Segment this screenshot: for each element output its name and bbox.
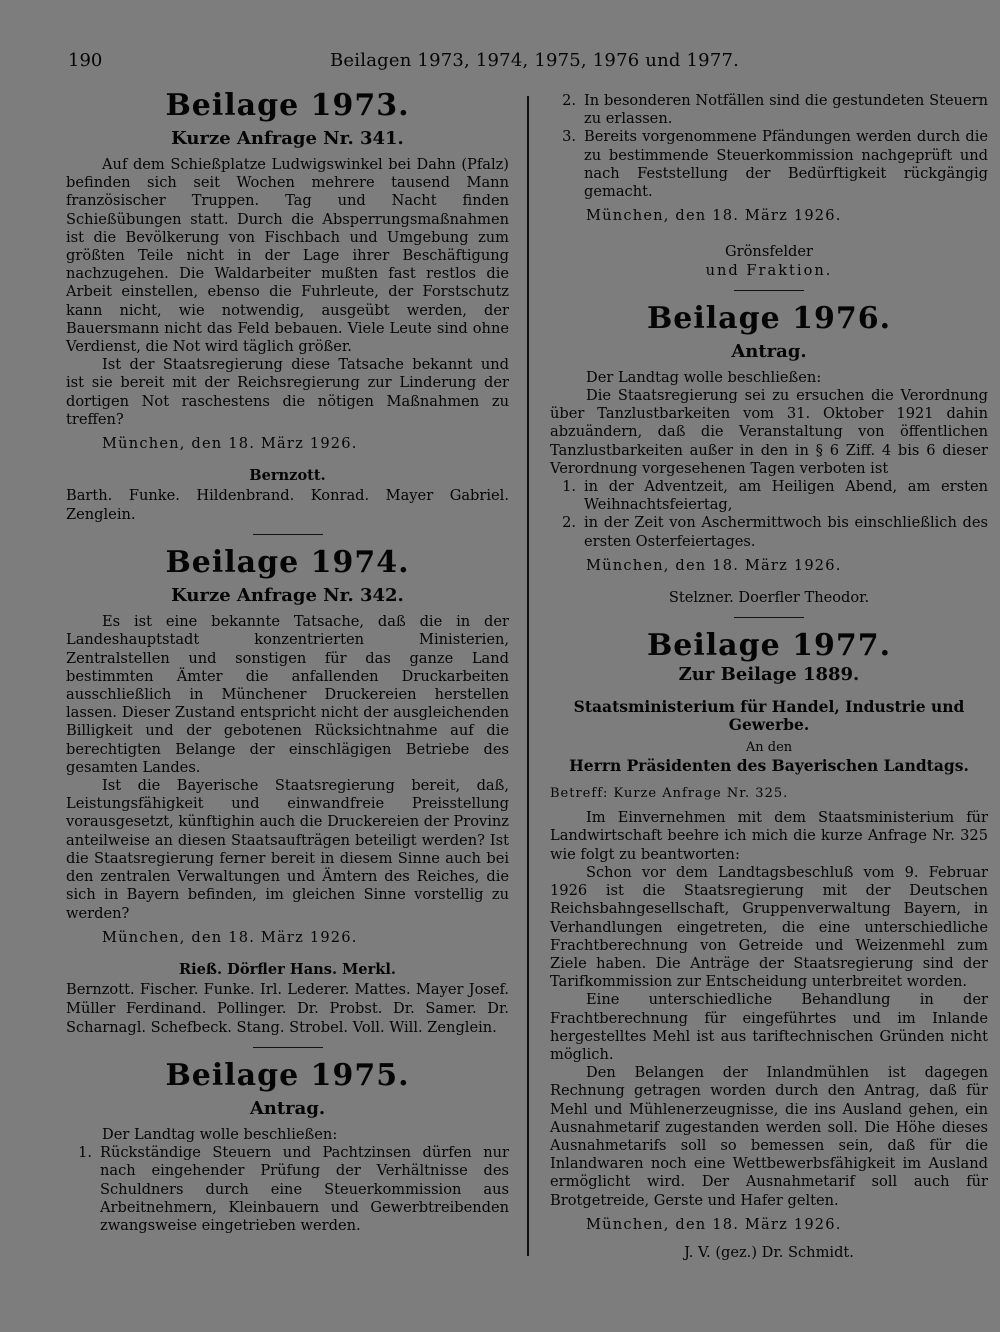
beilage-1976 [550,301,988,607]
separator [734,290,804,291]
paragraph: Es ist eine bekannte Tatsache, daß die in der Landeshauptstadt konzentrierten Ministerien, Zentralstellen und sonstigen für das ganze Land bestimmten Ämter die anfallenden Druckarbeiten ausschließlich in Münchener Druckereien herstellen lassen. Dieser Zustand entspricht nicht der ausgleichenden Billigkeit und der gebotenen Rücksichtnahme auf die berechtigten Belange der einschlägigen Betriebe des gesamten Landes. [66,613,509,776]
signature-head: Bernzott. [249,467,326,485]
list-number: 2. [562,514,576,532]
intro-line: Der Landtag wolle beschließen: [102,1125,338,1143]
beilage-1974 [66,545,509,1037]
separator [253,1047,323,1048]
list-text: Bereits vorgenommene Pfändungen werden durch die zu bestimmende Steuerkommission nachgeprüft und nach Feststellung der Bedürftigkeit rückgängig gemacht. [584,128,988,201]
ministry-heading: Staatsministerium für Handel, Industrie und Gewerbe. [573,697,965,735]
list-text: in der Adventzeit, am Heiligen Abend, am ersten Weihnachtsfeiertag, [584,478,988,514]
page-header [0,50,1000,78]
beilage-1975-continued [550,92,988,280]
address-to: An den [745,739,793,755]
dateline: München, den 18. März 1926. [586,207,842,225]
beilage-1975 [66,1058,509,1235]
paragraph: Den Belangen der Inlandmühlen ist dagegen Rechnung getragen worden durch den Antrag, daß für Mehl und Mühlenerzeugnisse, die ins Ausland gehen, ein Ausnahmetarif zugestanden werden soll. Die Höhe dieses Ausnahmetarifs soll so bemessen sein, daß für die Inlandwaren noch eine Wettbewerbsfähigkeit im Ausland ermöglicht wird. Der Ausnahmetarif soll auch für Brotgetreide, Gerste und Hafer gelten. [550,1064,988,1209]
list-item [550,514,988,550]
list-item [550,478,988,514]
list-number: 1. [78,1144,92,1162]
dateline: München, den 18. März 1926. [102,435,358,453]
paragraph: Eine unterschiedliche Behandlung in der Frachtberechnung für eingeführtes und im Inlande hergestelltes Mehl ist aus tariftechnischen Gründen nicht möglich. [550,991,988,1063]
list-text: In besonderen Notfällen sind die gestundeten Steuern zu erlassen. [584,92,988,128]
beilage-subtitle: Kurze Anfrage Nr. 342. [171,585,404,607]
numbered-list [550,92,988,201]
paragraph: Schon vor dem Landtagsbeschluß vom 9. Februar 1926 ist die Staatsregierung mit der Deutschen Reichsbahngesellschaft, Gruppenverwaltung Bayern, in Verhandlungen eingetreten, die eine unterschiedliche Frachtberechnung von Getreide und Weizenmehl zum Ziele haben. Die Anträge der Staatsregierung sind der Tarifkommission zur Entscheidung unterbreitet worden. [550,863,988,991]
beilage-subtitle: Antrag. [249,1097,326,1119]
paragraph: Auf dem Schießplatze Ludwigswinkel bei Dahn (Pfalz) befinden sich seit Wochen mehrere tausend Mann französischer Truppen. Tag und Nacht finden Schießübungen statt. Durch die Absperrungsmaßnahmen ist die Bevölkerung von Fischbach und Umgebung zum größten Teile nicht in der Lage ihrer Beschäftigung nachzugehen. Die Waldarbeiter mußten fast restlos die Arbeit einstellen, ebenso die Fuhrleute, der Forstschutz kann nicht, wie notwendig, ausgeübt werden, der Bauersmann nicht das Feld bebauen. Viele Leute sind ohne Verdienst, die Not wird täglich größer. [66,156,509,356]
paragraph: Ist die Bayerische Staatsregierung bereit, daß, Leistungsfähigkeit und einwandfreie Preisstellung vorausgesetzt, künftighin auch die Druckereien der Provinz anteilweise an diesen Staatsaufträgen beteiligt werden? Ist die Staatsregierung ferner bereit in diesem Sinne auch bei den zentralen Verwaltungen und Ämtern des Reiches, die sich in Bayern befinden, im gleichen Sinne vorstellig zu werden? [66,777,509,922]
beilage-1977 [550,628,988,1262]
list-number: 3. [562,128,576,146]
list-item [550,92,988,128]
list-text: in der Zeit von Aschermittwoch bis einschließlich des ersten Osterfeiertages. [584,514,988,550]
beilage-title: Beilage 1977. [646,628,892,664]
signature-names: Barth. Funke. Hildenbrand. Konrad. Mayer Gabriel. Zenglein. [66,487,509,524]
separator [734,617,804,618]
column-divider [527,96,529,1256]
numbered-list [550,478,988,551]
paragraph: Ist der Staatsregierung diese Tatsache bekannt und ist sie bereit mit der Reichsregierung zur Linderung der dortigen Not raschestens die nötigen Maßnahmen zu treffen? [66,356,509,428]
list-number: 1. [562,478,576,496]
beilage-title: Beilage 1974. [165,545,410,581]
signature-names: Bernzott. Fischer. Funke. Irl. Lederer. Mattes. Mayer Josef. Müller Ferdinand. Pollinger. Dr. Probst. Dr. Samer. Dr. Scharnagl. Schefbeck. Stang. Strobel. Voll. Will. Zenglein. [66,980,509,1036]
beilage-subtitle: Antrag. [731,340,807,362]
beilage-subtitle: Zur Beilage 1889. [678,664,860,686]
subject-line: Betreff: Kurze Anfrage Nr. 325. [550,786,789,802]
signature-name: Grönsfelder [725,243,813,261]
beilage-1973 [66,88,509,524]
separator [253,534,323,535]
list-number: 2. [562,92,576,109]
left-column [66,88,509,1235]
numbered-list [66,1144,509,1235]
dateline: München, den 18. März 1926. [586,1215,842,1233]
signature-fraction: und Fraktion. [705,261,833,279]
address-recipient: Herrn Präsidenten des Bayerischen Landtags. [569,755,969,775]
list-text: Rückständige Steuern und Pachtzinsen dürfen nur nach eingehender Prüfung der Verhältnisse des Schuldners durch eine Steuerkommission aus Arbeitnehmern, Kleinbauern und Gewerbtreibenden zwangsweise eingetrieben werden. [100,1144,509,1234]
right-column [550,92,988,1262]
paragraph: Im Einvernehmen mit dem Staatsministerium für Landwirtschaft beehre ich mich die kurze Anfrage Nr. 325 wie folgt zu beantworten: [550,809,988,863]
list-item [66,1144,509,1235]
page-number: 190 [68,50,103,71]
dateline: München, den 18. März 1926. [586,556,842,574]
intro-line: Der Landtag wolle beschließen: [586,368,822,386]
paragraph: Die Staatsregierung sei zu ersuchen die Verordnung über Tanzlustbarkeiten vom 31. Oktober 1921 dahin abzuändern, daß die Veranstaltung von öffentlichen Tanzlustbarkeiten außer in den in § 6 Ziff. 4 bis 6 dieser Verordnung vorgesehenen Tagen verboten ist [550,387,988,477]
signature-names: Stelzner. Doerfler Theodor. [668,589,870,607]
beilage-title: Beilage 1976. [646,300,892,336]
running-title: Beilagen 1973, 1974, 1975, 1976 und 1977. [330,50,740,71]
dateline: München, den 18. März 1926. [102,928,358,946]
signature-head: Rieß. Dörfler Hans. Merkl. [178,960,397,978]
beilage-title: Beilage 1973. [165,88,410,123]
beilage-subtitle: Kurze Anfrage Nr. 341. [171,128,404,149]
signature: J. V. (gez.) Dr. Schmidt. [684,1243,854,1261]
list-item [550,128,988,201]
beilage-title: Beilage 1975. [165,1057,410,1093]
